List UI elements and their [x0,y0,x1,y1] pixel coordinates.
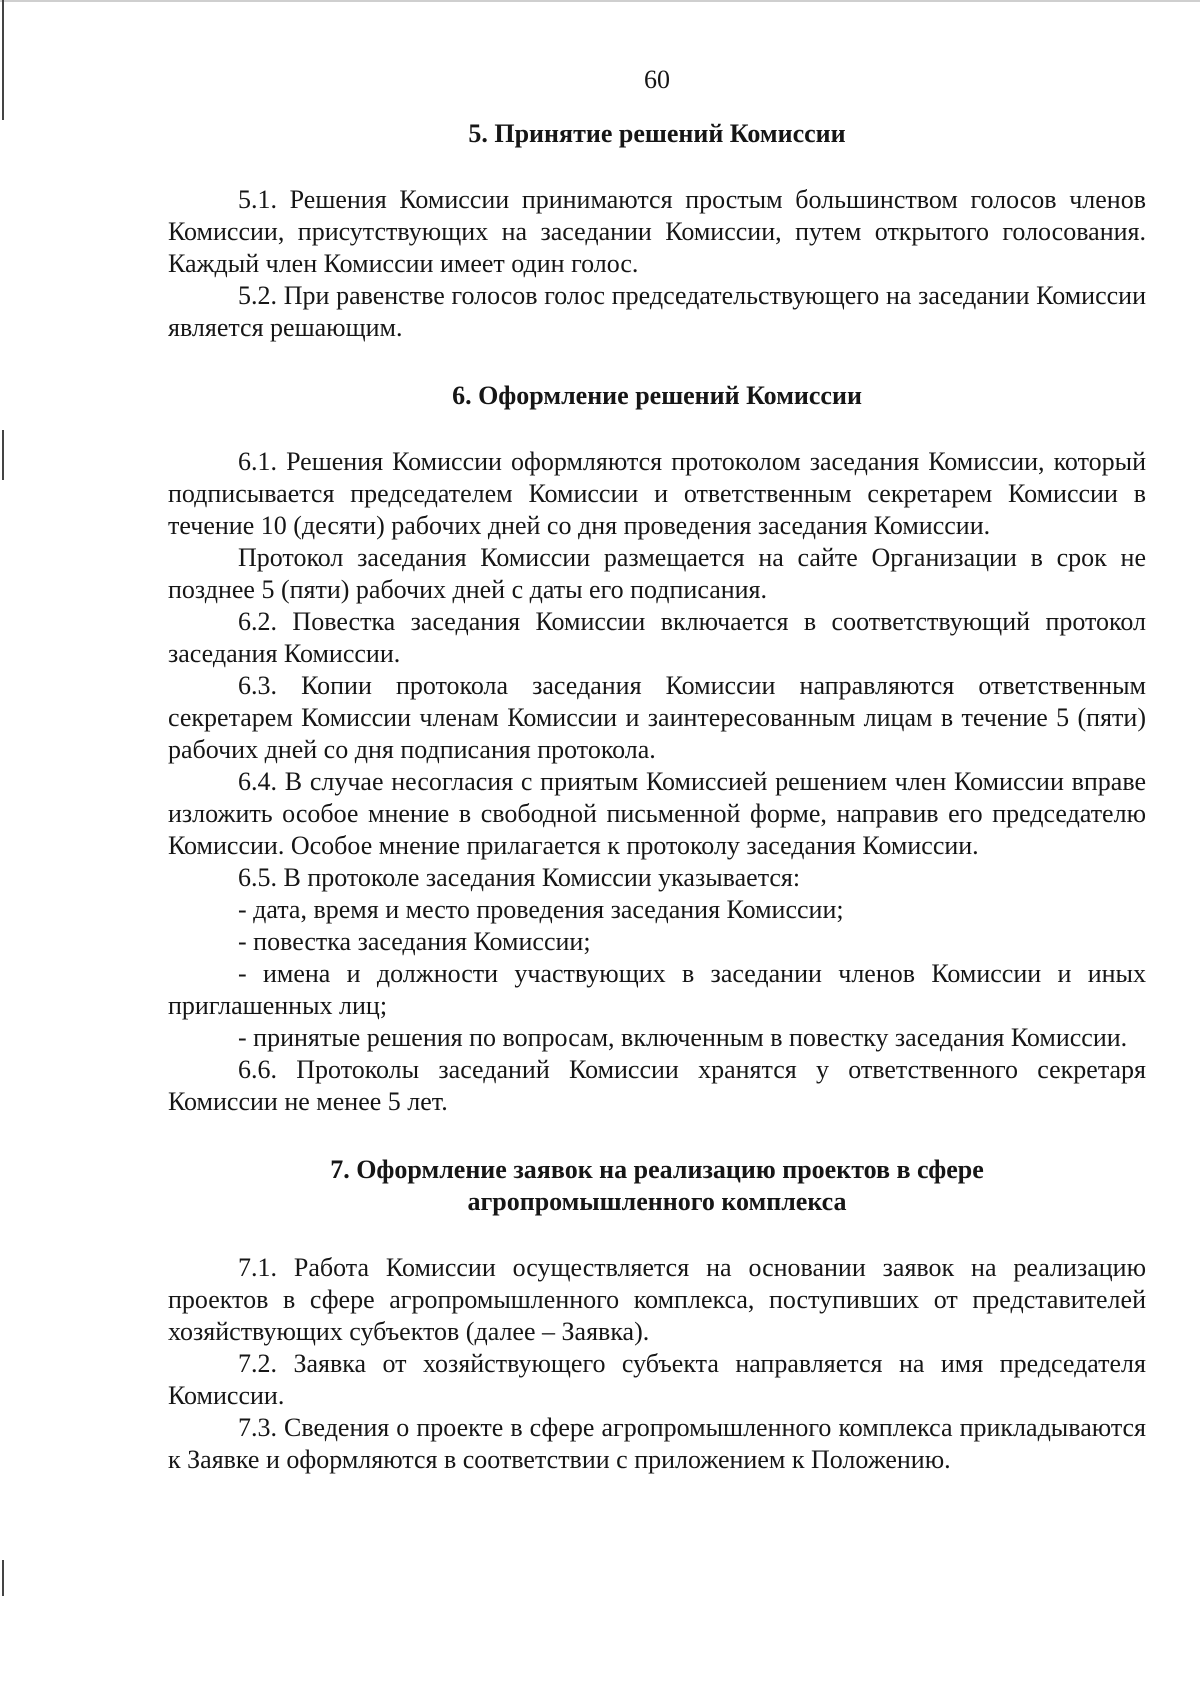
scan-left-mark [2,0,4,120]
paragraph-6-1: 6.1. Решения Комиссии оформляются протоколом заседания Комиссии, который подписывается председателем Комиссии и ответственным секретарем Комиссии в течение 10 (десяти) рабочих дней со дня проведения заседания Комиссии. [168,447,1146,540]
document-page [168,64,1146,1476]
list-item: - повестка заседания Комиссии; [238,927,591,956]
section-title-7-line-2: агропромышленного комплекса [467,1187,847,1216]
paragraph-6-2: 6.2. Повестка заседания Комиссии включается в соответствующий протокол заседания Комиссии. [168,607,1146,668]
scan-left-mark [2,1560,4,1596]
scan-top-edge [0,0,1200,2]
paragraph-7-2: 7.2. Заявка от хозяйствующего субъекта направляется на имя председателя Комиссии. [168,1349,1146,1410]
section-title-7-line-1: 7. Оформление заявок на реализацию проектов в сфере [330,1155,984,1184]
paragraph-7-1: 7.1. Работа Комиссии осуществляется на основании заявок на реализацию проектов в сфере агропромышленного комплекса, поступивших от представителей хозяйствующих субъектов (далее – Заявка). [168,1253,1146,1346]
paragraph-5-2: 5.2. При равенстве голосов голос председательствующего на заседании Комиссии является решающим. [168,281,1146,342]
paragraph-7-3: 7.3. Сведения о проекте в сфере агропромышленного комплекса прикладываются к Заявке и оформляются в соответствии с приложением к Положению. [168,1413,1146,1474]
paragraph-6-3: 6.3. Копии протокола заседания Комиссии направляются ответственным секретарем Комиссии членам Комиссии и заинтересованным лицам в течение 5 (пяти) рабочих дней со дня подписания протокола. [168,671,1146,764]
list-item: - дата, время и место проведения заседания Комиссии; [238,895,844,924]
section-title-6: 6. Оформление решений Комиссии [452,381,862,410]
section-title-7 [168,1154,1146,1218]
list-item: - принятые решения по вопросам, включенным в повестку заседания Комиссии. [238,1023,1128,1052]
section-title-5: 5. Принятие решений Комиссии [468,119,846,148]
paragraph-6-5: 6.5. В протоколе заседания Комиссии указывается: [238,863,801,892]
paragraph-6-6: 6.6. Протоколы заседаний Комиссии хранятся у ответственного секретаря Комиссии не менее 5 лет. [168,1055,1146,1116]
paragraph-6-4: 6.4. В случае несогласия с приятым Комиссией решением член Комиссии вправе изложить особое мнение в свободной письменной форме, направив его председателю Комиссии. Особое мнение прилагается к протоколу заседания Комиссии. [168,767,1146,860]
scan-left-mark [2,430,4,480]
list-item: - имена и должности участвующих в заседании членов Комиссии и иных приглашенных лиц; [168,959,1146,1020]
paragraph-5-1: 5.1. Решения Комиссии принимаются простым большинством голосов членов Комиссии, присутствующих на заседании Комиссии, путем открытого голосования. Каждый член Комиссии имеет один голос. [168,185,1146,278]
paragraph-6-1-protocol: Протокол заседания Комиссии размещается на сайте Организации в срок не позднее 5 (пяти) рабочих дней с даты его подписания. [168,543,1146,604]
page-number: 60 [644,65,670,94]
